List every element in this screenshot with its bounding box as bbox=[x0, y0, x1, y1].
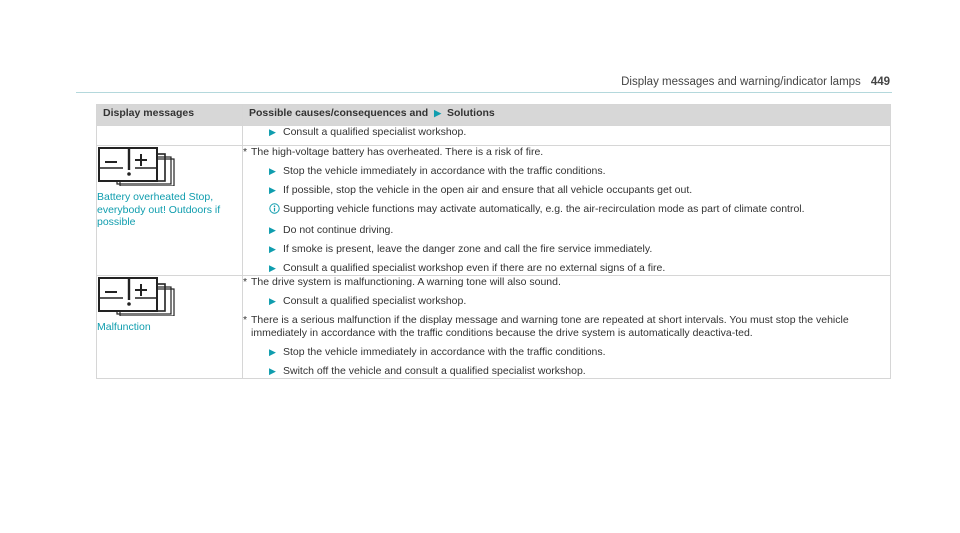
arrow-right-icon: ▶ bbox=[269, 347, 276, 357]
message-cell bbox=[97, 276, 243, 379]
cause-text: There is a serious malfunction if the display message and warning tone are repeated at short intervals. You must stop the vehicle immediately in accordance with the traffic conditions because the drive system is automatically deactiva-ted. bbox=[251, 314, 849, 339]
bullet-text: Consult a qualified specialist workshop. bbox=[283, 295, 467, 307]
solutions-cell bbox=[243, 146, 891, 276]
list-item bbox=[243, 165, 890, 178]
list-item bbox=[243, 365, 890, 378]
bullet-text: Do not continue driving. bbox=[283, 224, 394, 236]
info-icon bbox=[269, 203, 283, 218]
list-item bbox=[243, 224, 890, 237]
table-row bbox=[97, 146, 891, 276]
display-messages-table bbox=[96, 104, 891, 379]
asterisk-marker: * bbox=[243, 146, 248, 158]
table-row bbox=[97, 276, 891, 379]
page-header-title: Display messages and warning/indicator lamps bbox=[621, 76, 861, 88]
message-cell-empty bbox=[97, 126, 243, 146]
list-item bbox=[243, 126, 890, 139]
bullet-text: If possible, stop the vehicle in the open air and ensure that all vehicle occupants get out. bbox=[283, 184, 693, 196]
arrow-right-icon: ▶ bbox=[269, 366, 276, 376]
list-item bbox=[243, 346, 890, 359]
cause-item bbox=[243, 146, 890, 159]
bullet-text: Consult a qualified specialist workshop. bbox=[283, 126, 467, 138]
solutions-cell bbox=[243, 276, 891, 379]
table-row bbox=[97, 126, 891, 146]
cause-item bbox=[243, 314, 890, 340]
arrow-right-icon: ▶ bbox=[269, 185, 276, 195]
arrow-right-icon: ▶ bbox=[269, 296, 276, 306]
list-item bbox=[243, 243, 890, 256]
table-header-row bbox=[97, 105, 891, 126]
arrow-right-icon: ▶ bbox=[269, 263, 276, 273]
solutions-cell bbox=[243, 126, 891, 146]
arrow-right-icon: ▶ bbox=[269, 127, 276, 137]
battery-warning-icon bbox=[97, 146, 185, 186]
arrow-right-icon: ▶ bbox=[269, 225, 276, 235]
display-message-text: Battery overheated Stop, everybody out! Outdoors if possible bbox=[97, 191, 221, 228]
bullet-text: Stop the vehicle immediately in accordance with the traffic conditions. bbox=[283, 165, 606, 177]
page-header bbox=[0, 76, 890, 88]
note-text: Supporting vehicle functions may activate automatically, e.g. the air-recirculation mode as part of climate control. bbox=[283, 203, 805, 215]
arrow-right-icon: ▶ bbox=[269, 166, 276, 176]
message-cell bbox=[97, 146, 243, 276]
arrow-right-icon: ▶ bbox=[269, 244, 276, 254]
bullet-text: Switch off the vehicle and consult a qualified specialist workshop. bbox=[283, 365, 586, 377]
column-header-causes bbox=[243, 105, 891, 126]
note-item bbox=[243, 203, 890, 218]
page-number: 449 bbox=[870, 76, 890, 88]
bullet-text: Consult a qualified specialist workshop even if there are no external signs of a fire. bbox=[283, 262, 666, 274]
column-header-causes-label: Possible causes/consequences and bbox=[249, 107, 429, 119]
bullet-text: If smoke is present, leave the danger zone and call the fire service immediately. bbox=[283, 243, 653, 255]
cause-text: The drive system is malfunctioning. A warning tone will also sound. bbox=[251, 276, 561, 288]
list-item bbox=[243, 262, 890, 275]
column-header-messages: Display messages bbox=[97, 105, 243, 126]
display-message-text: Malfunction bbox=[97, 321, 151, 333]
asterisk-marker: * bbox=[243, 314, 248, 326]
asterisk-marker: * bbox=[243, 276, 248, 288]
header-divider bbox=[76, 92, 892, 93]
battery-warning-icon bbox=[97, 276, 185, 316]
cause-text: The high-voltage battery has overheated. There is a risk of fire. bbox=[251, 146, 544, 158]
cause-item bbox=[243, 276, 890, 289]
list-item bbox=[243, 184, 890, 197]
arrow-right-icon: ▶ bbox=[434, 108, 442, 118]
list-item bbox=[243, 295, 890, 308]
column-header-solutions-label: Solutions bbox=[446, 107, 495, 119]
bullet-text: Stop the vehicle immediately in accordance with the traffic conditions. bbox=[283, 346, 606, 358]
